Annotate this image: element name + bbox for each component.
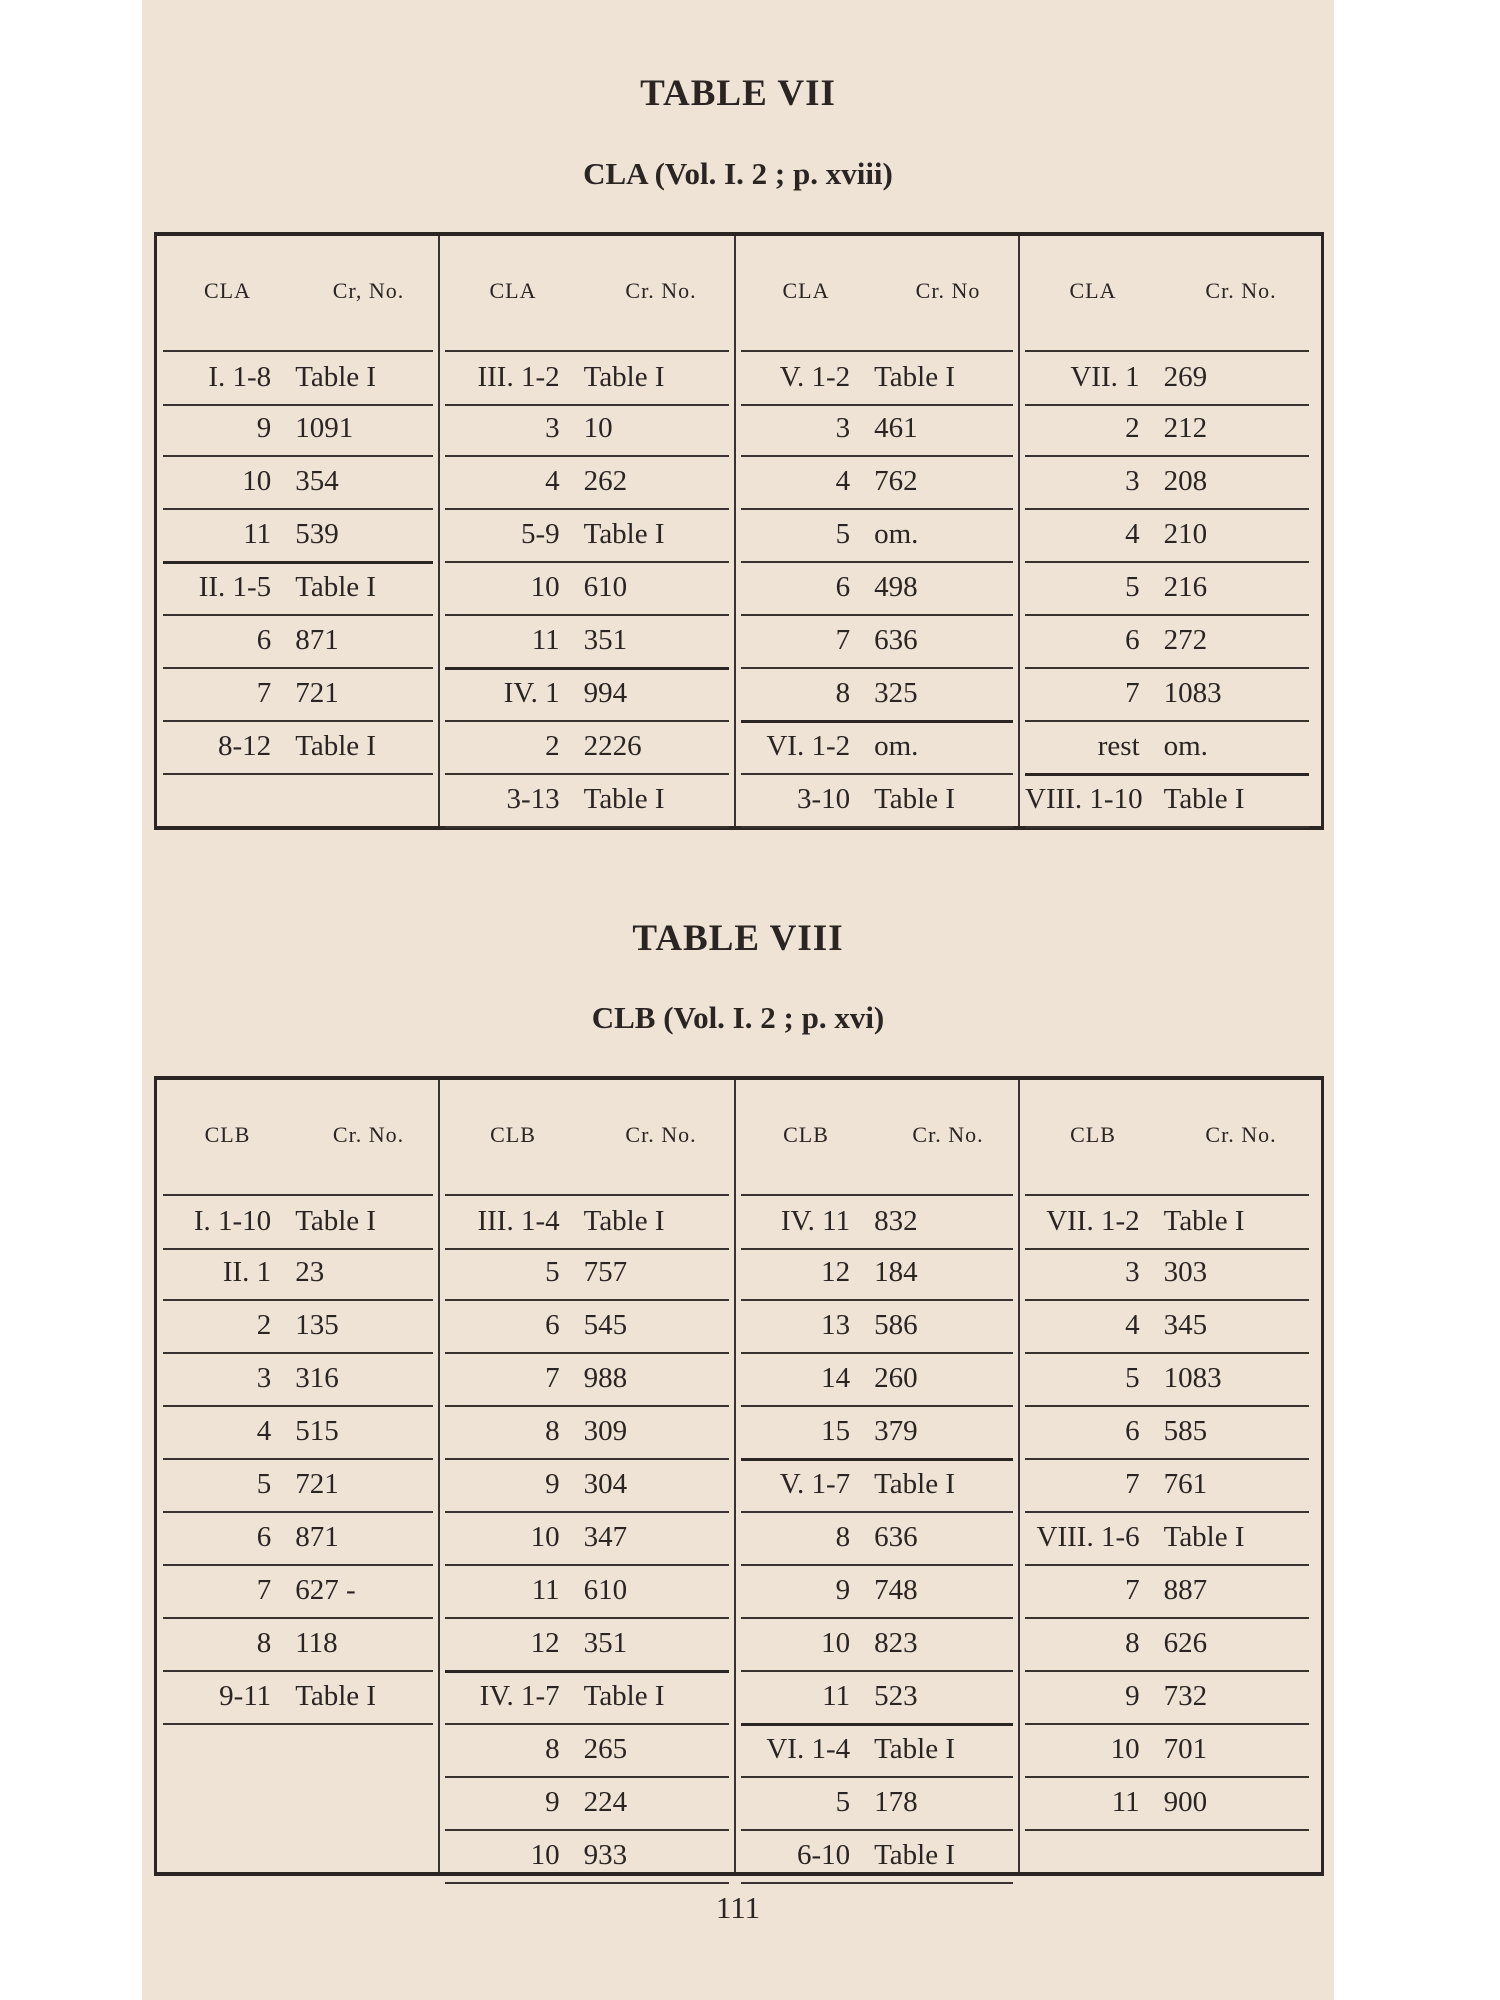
table-row (1025, 403, 1309, 457)
cell-ref: I. 1-8 (208, 361, 272, 393)
cell-ref: VII. 1 (1070, 361, 1140, 393)
table8-column (1019, 1080, 1315, 1872)
table-row (741, 1459, 1013, 1513)
cell-cr-no: 732 (1163, 1680, 1208, 1712)
cell-cr-no: Table I (874, 783, 956, 815)
cell-cr-no: 994 (583, 677, 628, 709)
table-row (741, 350, 1013, 406)
cell-cr-no: 347 (583, 1521, 628, 1553)
cell-ref: 7 (1125, 677, 1140, 709)
cell-ref: II. 1 (222, 1256, 272, 1288)
cell-cr-no: 224 (583, 1786, 628, 1818)
cell-cr-no: Table I (295, 361, 377, 393)
cell-ref: 8 (545, 1733, 560, 1765)
column-header-label: CLB (783, 1122, 829, 1147)
cell-cr-no: 260 (874, 1362, 918, 1394)
column-header (157, 236, 439, 346)
cell-cr-no: 262 (583, 465, 628, 497)
table-row (1025, 1459, 1309, 1513)
cell-ref: 6 (256, 1521, 272, 1553)
cell-ref: 4 (545, 465, 560, 497)
table-row (445, 1353, 729, 1407)
cell-ref: 3 (1125, 1256, 1140, 1288)
table-row (1025, 1671, 1309, 1725)
cell-ref: 5 (256, 1468, 272, 1500)
cell-cr-no: 265 (583, 1733, 628, 1765)
cell-ref: 6-10 (796, 1839, 851, 1871)
column-header-label: Cr, No. (332, 278, 405, 303)
column-header-label: Cr. No. (1205, 278, 1277, 303)
table-row (163, 668, 433, 722)
cell-ref: 3-13 (506, 783, 560, 815)
column-header-label: CLB (204, 1122, 251, 1147)
table-row (445, 403, 729, 457)
cell-cr-no: 210 (1163, 518, 1208, 550)
cell-ref: 5 (835, 1786, 851, 1818)
cell-ref: 10 (1110, 1733, 1140, 1765)
cell-ref: 4 (835, 465, 851, 497)
table-row (1025, 774, 1309, 828)
table-row (445, 1671, 729, 1725)
cell-ref: III. 1-2 (477, 361, 560, 393)
table-row (163, 1459, 433, 1513)
cell-cr-no: 701 (1163, 1733, 1208, 1765)
cell-ref: rest (1097, 730, 1140, 762)
cell-cr-no: 523 (874, 1680, 918, 1712)
cell-cr-no: 135 (295, 1309, 339, 1341)
table-row (741, 1406, 1013, 1461)
table8-column (157, 1080, 439, 1872)
cell-ref: 8 (835, 1521, 851, 1553)
cell-ref: 10 (242, 465, 272, 497)
cell-cr-no: 545 (583, 1309, 628, 1341)
cell-ref: IV. 1-7 (479, 1680, 560, 1712)
table-row (1025, 668, 1309, 722)
cell-ref: 2 (1125, 412, 1140, 444)
cell-ref: 8 (256, 1627, 272, 1659)
cell-ref: 5-9 (520, 518, 560, 550)
cell-cr-no: Table I (874, 361, 956, 393)
table-row (1025, 456, 1309, 510)
cell-cr-no: 823 (874, 1627, 918, 1659)
table-row (445, 1247, 729, 1301)
cell-ref: 11 (1111, 1786, 1140, 1818)
table-row (1025, 509, 1309, 563)
cell-ref: 3 (256, 1362, 272, 1394)
cell-ref: I. 1-10 (193, 1205, 272, 1237)
cell-cr-no: 627 - (295, 1574, 356, 1606)
table8-column (439, 1080, 735, 1872)
column-header (439, 1080, 735, 1190)
cell-ref: 9 (545, 1786, 560, 1818)
cell-ref: 6 (1125, 624, 1140, 656)
cell-cr-no: 761 (1163, 1468, 1208, 1500)
cell-cr-no: 721 (295, 1468, 339, 1500)
table-row (445, 1830, 729, 1884)
cell-cr-no: 216 (1163, 571, 1208, 603)
cell-cr-no: 461 (874, 412, 918, 444)
cell-cr-no: 586 (874, 1309, 918, 1341)
column-header-label: CLB (1070, 1122, 1116, 1147)
cell-ref: 11 (822, 1680, 851, 1712)
cell-cr-no: 636 (874, 1521, 918, 1553)
column-header-label: CLA (782, 278, 830, 303)
column-header-label: CLA (1069, 278, 1117, 303)
table-row (741, 1194, 1013, 1250)
column-header (735, 236, 1019, 346)
cell-cr-no: 1091 (295, 412, 354, 444)
table-row (1025, 1247, 1309, 1301)
table-row (445, 1565, 729, 1619)
cell-ref: 8 (835, 677, 851, 709)
table-row (741, 1724, 1013, 1778)
cell-ref: 12 (530, 1627, 560, 1659)
cell-cr-no: 303 (1163, 1256, 1208, 1288)
table-row (163, 1300, 433, 1354)
table-row (741, 1300, 1013, 1354)
cell-cr-no: 626 (1163, 1627, 1208, 1659)
cell-ref: 11 (531, 1574, 560, 1606)
cell-cr-no: 184 (874, 1256, 918, 1288)
cell-cr-no: Table I (874, 1733, 956, 1765)
table-row (445, 721, 729, 775)
cell-ref: 3 (1125, 465, 1140, 497)
table-row (163, 1618, 433, 1672)
cell-cr-no: Table I (874, 1468, 956, 1500)
cell-ref: 3-10 (796, 783, 851, 815)
cell-ref: 14 (821, 1362, 851, 1394)
cell-cr-no: 832 (874, 1205, 918, 1237)
cell-cr-no: 721 (295, 677, 339, 709)
cell-ref: 9 (835, 1574, 851, 1606)
table-row (445, 615, 729, 670)
table-row (1025, 721, 1309, 776)
table-row (445, 1300, 729, 1354)
cell-cr-no: Table I (295, 730, 377, 762)
cell-cr-no: 351 (583, 624, 628, 656)
table-row (1025, 1300, 1309, 1354)
cell-cr-no: 498 (874, 571, 918, 603)
table-row (1025, 1353, 1309, 1407)
cell-ref: 8 (1125, 1627, 1140, 1659)
cell-ref: 4 (1125, 518, 1140, 550)
cell-ref: 4 (1125, 1309, 1140, 1341)
cell-cr-no: 208 (1163, 465, 1208, 497)
cell-ref: IV. 1 (503, 677, 560, 709)
table-row (163, 562, 433, 616)
cell-cr-no: 316 (295, 1362, 339, 1394)
table-row (741, 1353, 1013, 1407)
cell-ref: 9 (256, 412, 272, 444)
cell-ref: 9-11 (219, 1680, 272, 1712)
table-row (163, 615, 433, 669)
table-row (1025, 1724, 1309, 1778)
cell-ref: 9 (1125, 1680, 1140, 1712)
table-row (163, 1194, 433, 1250)
table-row (163, 456, 433, 510)
cell-ref: III. 1-4 (477, 1205, 560, 1237)
cell-cr-no: Table I (295, 1680, 377, 1712)
cell-ref: 7 (835, 624, 851, 656)
column-header-label: CLA (204, 278, 251, 303)
cell-ref: VIII. 1-10 (1025, 783, 1143, 815)
cell-cr-no: 933 (583, 1839, 628, 1871)
cell-ref: 11 (531, 624, 560, 656)
cell-cr-no: 304 (583, 1468, 628, 1500)
cell-cr-no: 178 (874, 1786, 918, 1818)
table-row (163, 721, 433, 775)
cell-cr-no: 379 (874, 1415, 918, 1447)
cell-ref: 3 (545, 412, 560, 444)
table-row (1025, 1618, 1309, 1672)
cell-cr-no: 1083 (1163, 677, 1222, 709)
cell-ref: IV. 11 (780, 1205, 851, 1237)
page-number: 111 (715, 1890, 761, 1925)
cell-cr-no: 1083 (1163, 1362, 1222, 1394)
column-header-label: Cr. No. (625, 278, 697, 303)
table-row (741, 1247, 1013, 1301)
cell-cr-no: Table I (1163, 1521, 1245, 1553)
table-vii (154, 232, 1324, 830)
cell-cr-no: Table I (583, 1680, 665, 1712)
column-header-label: Cr. No. (912, 1122, 984, 1147)
cell-ref: VI. 1-2 (766, 730, 851, 762)
table-row (741, 1565, 1013, 1619)
table-row (445, 1724, 729, 1778)
table-row (741, 774, 1013, 828)
cell-cr-no: 762 (874, 465, 918, 497)
cell-cr-no: 636 (874, 624, 918, 656)
cell-cr-no: 988 (583, 1362, 628, 1394)
cell-ref: 15 (821, 1415, 851, 1447)
cell-cr-no: 871 (295, 1521, 339, 1553)
cell-ref: 5 (1125, 571, 1140, 603)
table-row (741, 1830, 1013, 1884)
cell-cr-no: 23 (295, 1256, 325, 1288)
cell-cr-no: 325 (874, 677, 918, 709)
cell-ref: 3 (835, 412, 851, 444)
cell-ref: 4 (256, 1415, 272, 1447)
cell-cr-no: Table I (295, 571, 377, 603)
table-viii (154, 1076, 1324, 1876)
table-row (445, 509, 729, 563)
table-row (741, 1618, 1013, 1672)
table-row (445, 1406, 729, 1460)
column-header-label: CLB (490, 1122, 536, 1147)
cell-ref: 8-12 (218, 730, 272, 762)
cell-cr-no: Table I (1163, 1205, 1245, 1237)
cell-ref: 10 (821, 1627, 851, 1659)
cell-ref: 6 (256, 624, 272, 656)
cell-ref: 6 (545, 1309, 560, 1341)
table-row (741, 509, 1013, 563)
cell-cr-no: 887 (1163, 1574, 1208, 1606)
cell-ref: 10 (530, 1521, 560, 1553)
table-row (163, 350, 433, 406)
cell-cr-no: 351 (583, 1627, 628, 1659)
table-row (1025, 1565, 1309, 1619)
cell-ref: 5 (545, 1256, 560, 1288)
table-row (445, 1618, 729, 1673)
cell-ref: 11 (243, 518, 272, 550)
table-row (1025, 1194, 1309, 1250)
table-row (1025, 350, 1309, 406)
table-row (741, 403, 1013, 457)
table-row (741, 1777, 1013, 1831)
table-row (163, 403, 433, 457)
cell-ref: V. 1-7 (779, 1468, 851, 1500)
cell-cr-no: 269 (1163, 361, 1208, 393)
cell-cr-no: 871 (295, 624, 339, 656)
column-header (1019, 236, 1315, 346)
table-row (741, 456, 1013, 510)
table-row (741, 1671, 1013, 1726)
table-row (445, 456, 729, 510)
column-header (439, 236, 735, 346)
table-viii-subtitle: CLB (Vol. I. 2 ; p. xvi) (591, 1000, 885, 1035)
cell-ref: VI. 1-4 (766, 1733, 851, 1765)
table-row (1025, 615, 1309, 669)
table-row (1025, 1777, 1309, 1831)
table-vii-title: TABLE VII (640, 73, 836, 114)
cell-cr-no: 2226 (583, 730, 642, 762)
cell-ref: 5 (835, 518, 851, 550)
cell-cr-no: 585 (1163, 1415, 1208, 1447)
cell-ref: 5 (1125, 1362, 1140, 1394)
table-row (163, 1247, 433, 1301)
cell-cr-no: Table I (1163, 783, 1245, 815)
table-row (445, 350, 729, 406)
column-header-label: Cr. No (915, 278, 981, 303)
table-row (445, 774, 729, 828)
table7-column (157, 236, 439, 826)
cell-ref: 2 (256, 1309, 272, 1341)
cell-ref: 10 (530, 571, 560, 603)
column-header-label: CLA (489, 278, 537, 303)
table-row (163, 1406, 433, 1460)
table-viii-title: TABLE VIII (632, 918, 844, 959)
table-row (445, 1777, 729, 1831)
cell-ref: 10 (530, 1839, 560, 1871)
cell-ref: 7 (1125, 1468, 1140, 1500)
cell-cr-no: 309 (583, 1415, 628, 1447)
table-vii-subtitle: CLA (Vol. I. 2 ; p. xviii) (583, 156, 893, 191)
cell-ref: 9 (545, 1468, 560, 1500)
table-row (741, 615, 1013, 669)
cell-cr-no: Table I (295, 1205, 377, 1237)
table-row (741, 668, 1013, 723)
table-row (445, 1459, 729, 1513)
table-row (163, 1512, 433, 1566)
table-row (445, 668, 729, 722)
column-header (1019, 1080, 1315, 1190)
cell-cr-no: Table I (874, 1839, 956, 1871)
cell-ref: 7 (256, 1574, 272, 1606)
table-row (1025, 1406, 1309, 1460)
cell-ref: 2 (545, 730, 560, 762)
table7-column (439, 236, 735, 826)
cell-cr-no: 757 (583, 1256, 628, 1288)
table7-column (735, 236, 1019, 826)
cell-ref: 7 (1125, 1574, 1140, 1606)
cell-ref: II. 1-5 (198, 571, 272, 603)
cell-ref: V. 1-2 (779, 361, 851, 393)
cell-ref: 7 (545, 1362, 560, 1394)
cell-cr-no: 748 (874, 1574, 918, 1606)
table-row (163, 1671, 433, 1725)
cell-ref: 13 (821, 1309, 851, 1341)
table-row (445, 1512, 729, 1566)
cell-ref: 12 (821, 1256, 851, 1288)
cell-ref: VII. 1-2 (1046, 1205, 1140, 1237)
cell-ref: 6 (835, 571, 851, 603)
cell-ref: VIII. 1-6 (1036, 1521, 1140, 1553)
column-header (157, 1080, 439, 1190)
cell-cr-no: 515 (295, 1415, 339, 1447)
cell-ref: 8 (545, 1415, 560, 1447)
cell-cr-no: Table I (583, 518, 665, 550)
table-row (1025, 1512, 1309, 1566)
cell-cr-no: Table I (583, 1205, 665, 1237)
cell-cr-no: 212 (1163, 412, 1208, 444)
table-row (741, 721, 1013, 775)
cell-cr-no: 10 (583, 412, 613, 444)
cell-cr-no: Table I (583, 361, 665, 393)
column-header-label: Cr. No. (332, 1122, 405, 1147)
cell-cr-no: om. (874, 730, 919, 762)
table-row (445, 562, 729, 616)
cell-cr-no: Table I (583, 783, 665, 815)
cell-cr-no: om. (1163, 730, 1208, 762)
table-row (163, 509, 433, 564)
column-header-label: Cr. No. (1205, 1122, 1277, 1147)
table-row (1025, 562, 1309, 616)
cell-cr-no: om. (874, 518, 919, 550)
cell-ref: 6 (1125, 1415, 1140, 1447)
table-row (163, 1353, 433, 1407)
cell-cr-no: 610 (583, 1574, 628, 1606)
cell-cr-no: 610 (583, 571, 628, 603)
table8-column (735, 1080, 1019, 1872)
cell-cr-no: 272 (1163, 624, 1208, 656)
column-header-label: Cr. No. (625, 1122, 697, 1147)
table-row (741, 562, 1013, 616)
table-row (445, 1194, 729, 1250)
cell-cr-no: 900 (1163, 1786, 1208, 1818)
column-header (735, 1080, 1019, 1190)
table-row (741, 1512, 1013, 1566)
cell-cr-no: 539 (295, 518, 339, 550)
cell-cr-no: 118 (295, 1627, 338, 1659)
cell-cr-no: 354 (295, 465, 339, 497)
cell-cr-no: 345 (1163, 1309, 1208, 1341)
cell-ref: 7 (256, 677, 272, 709)
table7-column (1019, 236, 1315, 826)
table-row (163, 1565, 433, 1619)
